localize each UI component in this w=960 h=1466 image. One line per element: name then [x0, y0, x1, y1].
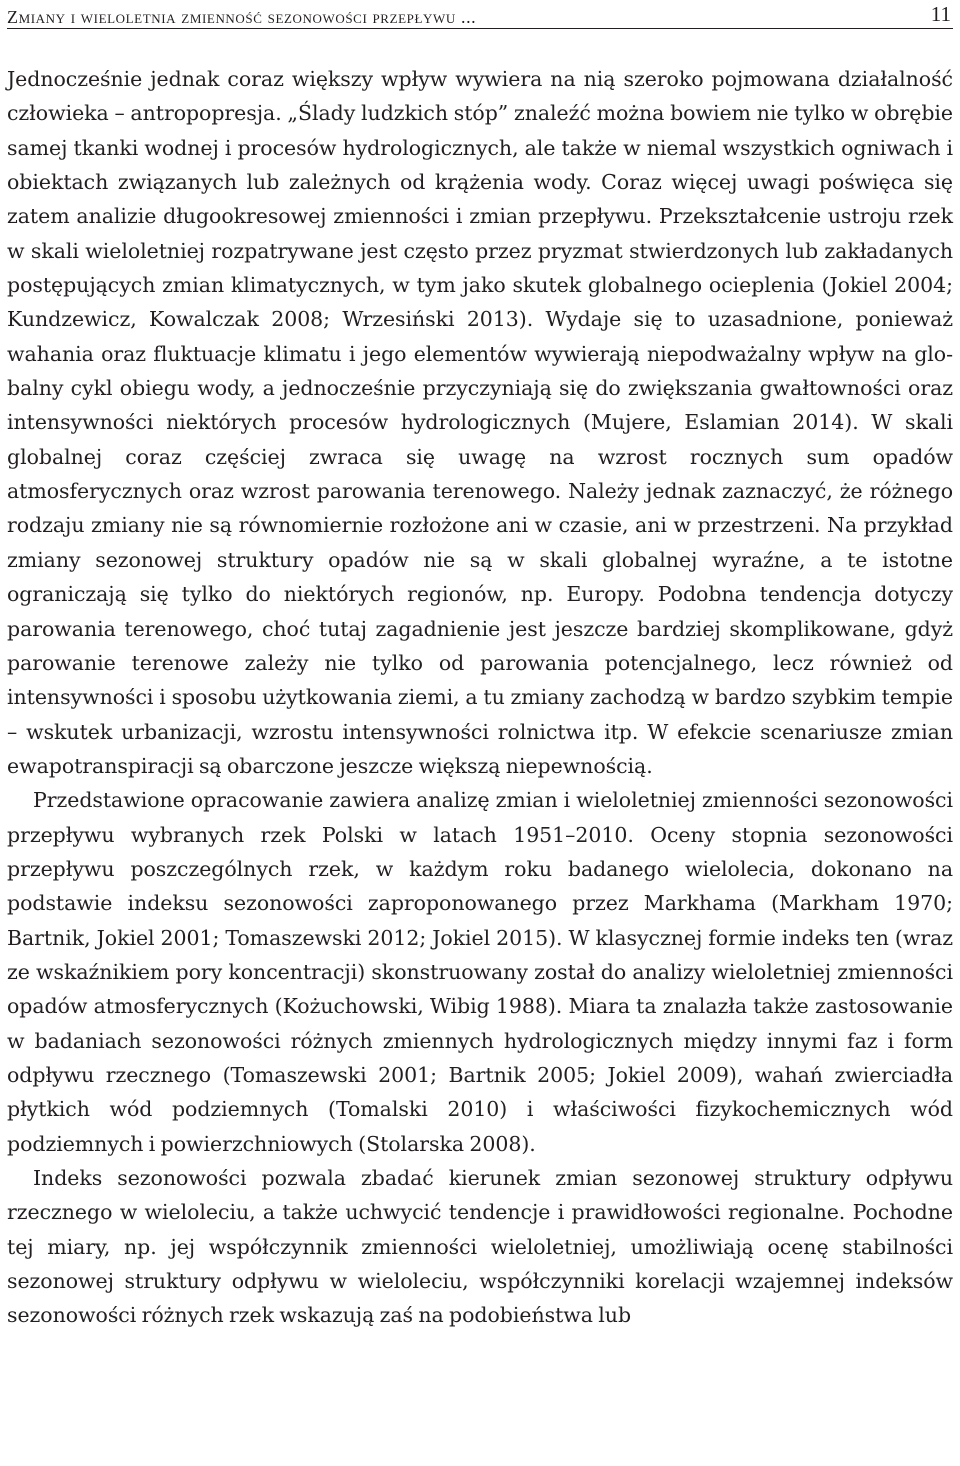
page-number: 11	[930, 2, 951, 26]
paragraph: Indeks sezonowości pozwala zbadać kierunek zmian sezonowej struktury odpływu rzecznego w wieloleciu, a także uchwycić tendencje i prawidłowości regionalne. Pochodne tej miary, np. jej współczynnik zmienności wieloletniej, umożliwiają ocenę stabilności sezonowej struktury odpływu w wieloleciu, współczynniki korelacji wzajemnej indeksów sezonowości różnych rzek wskazują zaś na podobieństwa lub	[7, 1166, 953, 1328]
body-text	[7, 62, 953, 1333]
book-page	[7, 0, 953, 1333]
running-head	[7, 0, 953, 29]
paragraph: Przedstawione opracowanie zawiera analizę zmian i wieloletniej zmienności sezonowości przepływu wybranych rzek Polski w latach 1951–2010. Oceny stopnia sezonowości przepływu poszczególnych rzek, w każdym roku badanego wielolecia, dokonano na podstawie indeksu sezonowości zaproponowanego przez Markhama (Markham 1970; Bartnik, Jokiel 2001; Tomaszewski 2012; Jokiel 2015). W klasycznej formie indeks ten (wraz ze wskaźnikiem pory koncentracji) skonstruowany został do analizy wieloletniej zmienności opadów atmosferycznych (Kożuchowski, Wibig 1988). Miara ta znalazła także zastosowanie w badaniach sezonowości różnych zmiennych hydrologicznych między innymi faz i form odpływu rzecznego (Tomaszewski 2001; Bartnik 2005; Jokiel 2009), wahań zwierciadła płytkich wód podziemnych (Tomalski 2010) i właściwości fizykochemicznych wód podziemnych i powierzchniowych (Stolarska 2008).	[7, 788, 953, 1156]
running-head-title: Zmiany i wieloletnia zmienność sezonowości przepływu ...	[7, 7, 477, 27]
paragraph: Jednocześnie jednak coraz większy wpływ wywiera na nią szeroko pojmowana działalność człowieka – antropopresja. „Ślady ludzkich stóp” znaleźć można bowiem nie tylko w obrębie samej tkanki wodnej i procesów hydrologicznych, ale także w niemal wszystkich ogniwach i obiektach związanych lub zależnych od krążenia wody. Coraz więcej uwagi poświęca się zatem analizie długookresowej zmienności i zmian przepływu. Przekształcenie ustroju rzek w skali wieloletniej rozpatrywane jest często przez pryzmat stwierdzonych lub zakładanych postępujących zmian klimatycznych, w tym jako skutek globalnego ocieplenia (Jokiel 2004; Kundzewicz, Kowalczak 2008; Wrzesiński 2013). Wydaje się to uzasadnione, ponieważ wahania oraz fluktuacje klimatu i jego elementów wywierają niepodważalny wpływ na globalny cykl obiegu wody, a jednocześnie przyczyniają się do zwiększania gwałtowności oraz intensywności niektórych procesów hydrologicznych (Mujere, Eslamian 2014). W skali globalnej coraz częściej zwraca się uwagę na wzrost rocznych sum opadów atmosferycznych oraz wzrost parowania terenowego. Należy jednak zaznaczyć, że różnego rodzaju zmiany nie są równomiernie rozłożone ani w czasie, ani w przestrzeni. Na przykład zmiany sezonowej struktury opadów nie są w skali globalnej wyraźne, a te istotne ograniczają się tylko do niektórych regionów, np. Europy. Podobna tendencja dotyczy parowania terenowego, choć tutaj zagadnienie jest jeszcze bardziej skomplikowane, gdyż parowanie terenowe zależy nie tylko od parowania potencjalnego, lecz również od intensywności i sposobu użytkowania ziemi, a tu zmiany zachodzą w bardzo szybkim tempie – wskutek urbanizacji, wzrostu intensywności rolnictwa itp. W efekcie scenariusze zmian ewapotranspiracji są obarczone jeszcze większą niepewnością.	[7, 67, 953, 778]
